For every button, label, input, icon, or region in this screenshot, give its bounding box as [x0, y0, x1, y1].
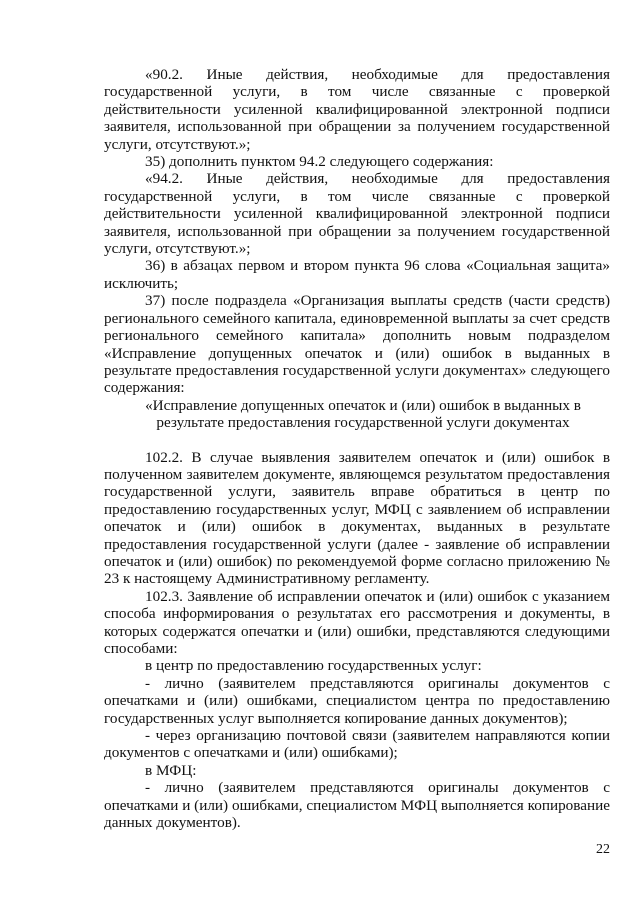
paragraph-center-post: - через организацию почтовой связи (заявителем направляются копии документов с опечатками и (или) ошибками);	[104, 727, 610, 762]
paragraph-37: 37) после подраздела «Организация выплаты средств (части средств) регионального семейного капитала, единовременной выплаты за счет средств регионального семейного капитала» дополнить новым подразделом «Исправление допущенных опечаток и (или) ошибок в выданных в результате предоставления государственной услуги документах» следующего содержания:	[104, 292, 610, 397]
paragraph-102-3: 102.3. Заявление об исправлении опечаток и (или) ошибок с указанием способа информирования о результатах его рассмотрения и документы, в которых содержатся опечатки и (или) ошибки, представляются следующими способами:	[104, 587, 610, 657]
paragraph-center-in-person: - лично (заявителем представляются оригиналы документов с опечатками и (или) ошибками, специалистом центра по предоставлению государственных услуг выполняется копирование данных документов);	[104, 674, 610, 727]
paragraph-36: 36) в абзацах первом и втором пункта 96 слова «Социальная защита» исключить;	[104, 257, 610, 292]
paragraph-102-2: 102.2. В случае выявления заявителем опечаток и (или) ошибок в полученном заявителем документе, являющемся результатом предоставления государственной услуги, заявитель вправе обратиться в центр по предоставлению государственных услуг, МФЦ с заявлением об исправлении опечаток и (или) ошибок в документах, выданных в результате предоставления государственной услуги (далее - заявление об исправлении опечаток и (или) ошибок) по рекомендуемой форме согласно приложению № 23 к настоящему Административному регламенту.	[104, 448, 610, 588]
page-number: 22	[596, 842, 610, 857]
paragraph-90-2: «90.2. Иные действия, необходимые для предоставления государственной услуги, в том числе связанные с проверкой действительности усиленной квалифицированной электронной подписи заявителя, использованной при обращении за получением государственной услуги, отсутствуют.»;	[104, 66, 610, 153]
paragraph-center-intro: в центр по предоставлению государственных услуг:	[145, 657, 482, 675]
document-body	[104, 66, 610, 831]
paragraph-94-2: «94.2. Иные действия, необходимые для предоставления государственной услуги, в том числе связанные с проверкой действительности усиленной квалифицированной электронной подписи заявителя, использованной при обращении за получением государственной услуги, отсутствуют.»;	[104, 170, 610, 258]
paragraph-35: 35) дополнить пунктом 94.2 следующего содержания:	[145, 153, 494, 171]
paragraph-mfc-in-person: - лично (заявителем представляются оригиналы документов с опечатками и (или) ошибками, специалистом МФЦ выполняется копирование данных документов).	[104, 779, 610, 832]
subsection-heading: «Исправление допущенных опечаток и (или) ошибок в выданных в результате предоставления государственной услуги документах	[145, 396, 581, 432]
blank-line	[104, 432, 610, 449]
paragraph-mfc-intro: в МФЦ:	[145, 761, 197, 779]
